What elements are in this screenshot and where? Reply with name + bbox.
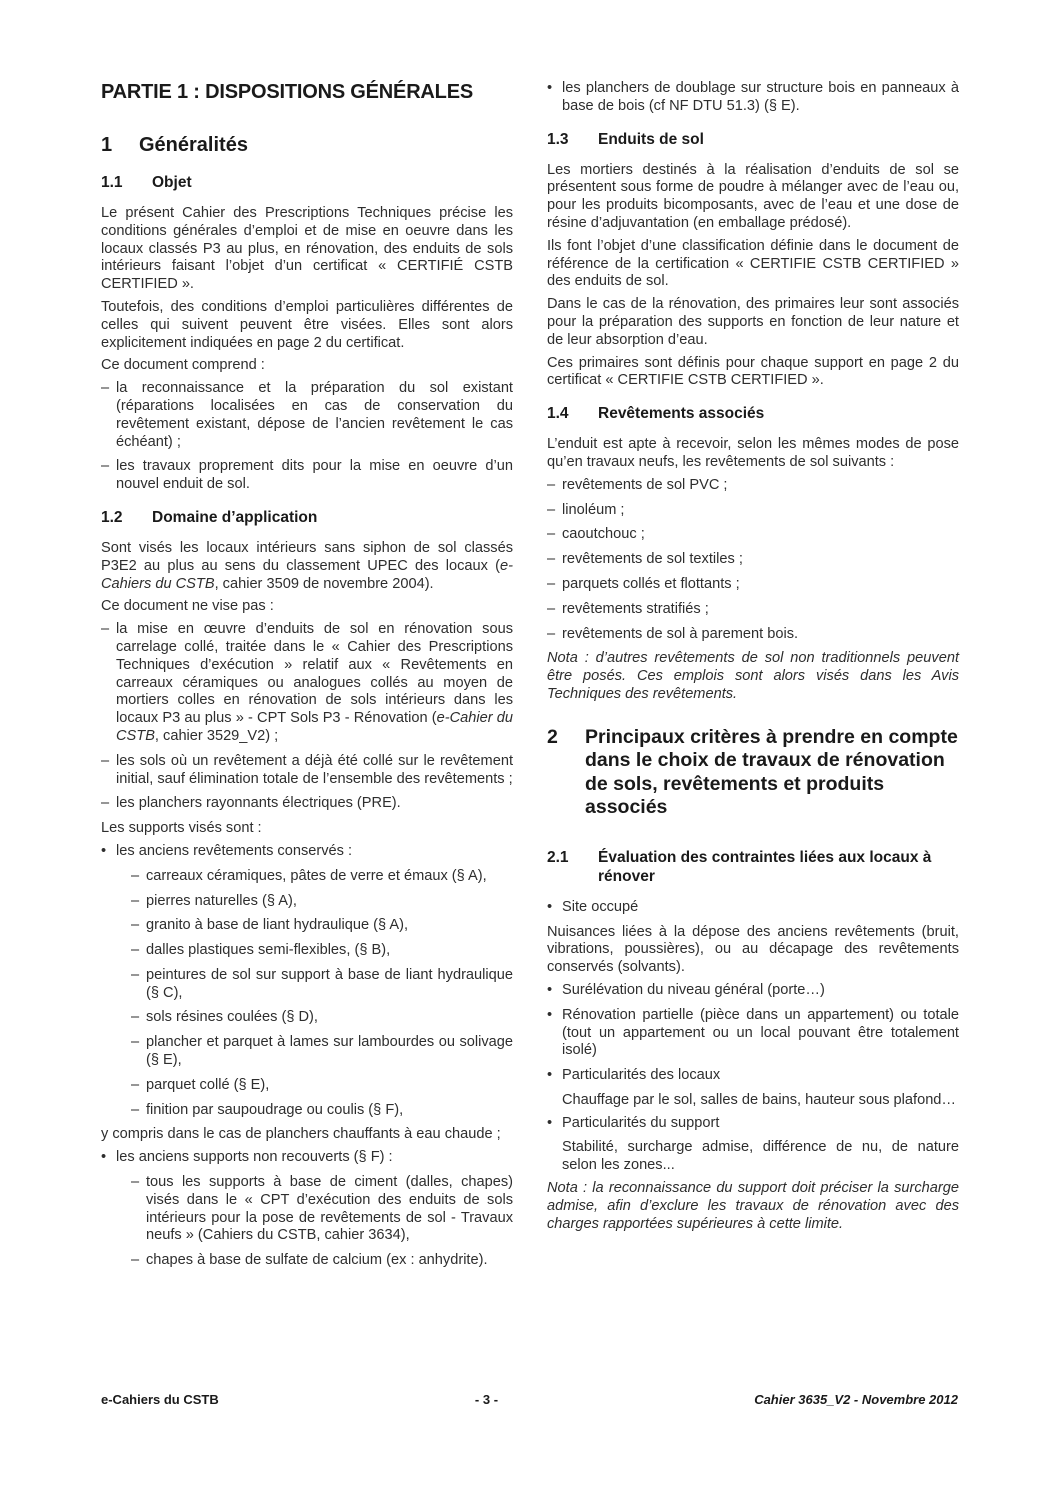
list-item (101, 621, 513, 746)
text-run: tous les supports à base de ciment (dalles, chapes) visés dans le « CPT d’exécution des enduits de sols intérieurs pour la pose de revêtements de sol - Travaux neufs » (Cahiers du CSTB, cahier 3634), (146, 1174, 513, 1244)
dash-icon: – (131, 1009, 140, 1026)
right-column (547, 80, 959, 1238)
dash-icon: – (131, 892, 140, 909)
list-item (547, 1007, 959, 1060)
list-item (547, 626, 959, 644)
paragraph (101, 1126, 513, 1144)
list-item-text (146, 1174, 513, 1245)
list-item (547, 982, 959, 1000)
list-item-text (146, 893, 513, 911)
text-run: Le présent Cahier des Prescriptions Techniques précise les conditions générales d’emploi et de mise en oeuvre dans les locaux classés P3 au plus, en rénovation, des enduits de sols intérieurs faisant l’objet d’un certificat « CERTIFIÉ CSTB CERTIFIED ». (101, 205, 513, 293)
list-item (547, 477, 959, 495)
paragraph (547, 1139, 959, 1175)
bullet-icon: • (547, 898, 553, 915)
footer-issue: Cahier 3635_V2 - Novembre 2012 (754, 1392, 958, 1407)
text-run: les anciens revêtements conservés : (116, 842, 353, 859)
paragraph (547, 296, 959, 349)
list-item-text (146, 1034, 513, 1070)
paragraph (547, 1180, 959, 1233)
list-item (101, 843, 513, 861)
list-item (547, 526, 959, 544)
text-run: chapes à base de sulfate de calcium (ex : anhydrite). (146, 1252, 488, 1269)
list-item (547, 1067, 959, 1085)
dash-icon: – (101, 380, 110, 397)
text-run: Sont visés les locaux intérieurs sans siphon de sol classés P3E2 au plus au sens du classement UPEC des locaux ( (101, 539, 513, 574)
list-item (547, 551, 959, 569)
list-item (101, 1077, 513, 1095)
section-number: 2 (547, 725, 558, 748)
part-title: PARTIE 1 : DISPOSITIONS GÉNÉRALES (101, 81, 473, 103)
dash-icon: – (547, 575, 556, 592)
list-item (101, 795, 513, 813)
list-item-text (562, 526, 959, 544)
text-run: linoléum ; (562, 501, 625, 518)
dash-icon: – (101, 752, 110, 769)
list-item-text (562, 899, 959, 917)
text-run: Particularités du support (562, 1114, 720, 1131)
list-item (101, 1149, 513, 1167)
paragraph (547, 1092, 959, 1110)
list-item (547, 502, 959, 520)
section-title: Principaux critères à prendre en compte dans le choix de travaux de rénovation de sols, revêtements et produits associés (585, 725, 958, 819)
text-run: Rénovation partielle (pièce dans un appartement) ou totale (tout un appartement ou un local pouvant être totalement isolé) (562, 1006, 959, 1059)
paragraph (547, 436, 959, 472)
bullet-icon: • (101, 842, 107, 859)
list-item-text (146, 967, 513, 1003)
text-run: Nota : la reconnaissance du support doit préciser la surcharge admise, afin d’exclure les travaux de rénovation avec des charges rapportées supérieures à cette limite. (547, 1180, 959, 1232)
text-run: peintures de sol sur support à base de liant hydraulique (§ C), (146, 966, 513, 1001)
text-run: Chauffage par le sol, salles de bains, hauteur sous plafond… (562, 1091, 957, 1108)
bullet-icon: • (547, 1067, 553, 1084)
text-run: parquet collé (§ E), (146, 1076, 270, 1093)
section-heading (547, 130, 959, 149)
section-number: 1.1 (101, 174, 123, 191)
list-item (101, 917, 513, 935)
text-run: Ils font l’objet d’une classification définie dans le document de référence de la certification « CERTIFIE CSTB CERTIFIED » des enduits de sol. (547, 237, 959, 290)
text-run: les planchers rayonnants électriques (PRE). (116, 795, 401, 812)
section-heading (101, 508, 513, 527)
dash-icon: – (547, 476, 556, 493)
list-item (101, 1034, 513, 1070)
list-item-text (146, 868, 513, 886)
text-run: la mise en œuvre d’enduits de sol en rénovation sous carrelage collé, traitée dans le « Cahier des Prescriptions Techniques d’exécution » relatif aux « Revêtements en carreaux céramiques ou analogues collés au moyen de mortiers colles en rénovation de sols intérieurs dans les locaux P3 au plus » - CPT Sols P3 - Rénovation ( (116, 621, 513, 727)
text-run: Les mortiers destinés à la réalisation d’enduits de sol se présentent sous forme de poudre à mélanger avec de l’eau ou, pour les produits bicomposants, avec de l’eau et une dose de résine d’adjuvantation (en emballage prédosé). (547, 161, 959, 231)
text-run: Ces primaires sont définis pour chaque support en page 2 du certificat « CERTIFIE CSTB CERTIFIED ». (547, 354, 959, 389)
list-item-text (562, 601, 959, 619)
dash-icon: – (131, 1034, 140, 1051)
paragraph (547, 162, 959, 233)
footer-publication: e-Cahiers du CSTB (101, 1392, 219, 1407)
list-item (101, 942, 513, 960)
dash-icon: – (131, 867, 140, 884)
section-title: Objet (152, 174, 192, 191)
dash-icon: – (131, 917, 140, 934)
left-column (101, 80, 513, 1277)
dash-icon: – (131, 1252, 140, 1269)
paragraph (101, 598, 513, 616)
paragraph (101, 357, 513, 375)
text-run: Surélévation du niveau général (porte…) (562, 981, 825, 998)
list-item-text (562, 1115, 959, 1133)
dash-icon: – (131, 1076, 140, 1093)
paragraph (101, 299, 513, 352)
list-item-text (562, 80, 959, 116)
dash-icon: – (131, 1101, 140, 1118)
text-run: pierres naturelles (§ A), (146, 892, 297, 909)
text-run: Stabilité, surcharge admise, différence de nu, de nature selon les zones... (562, 1139, 959, 1174)
list-item (101, 1252, 513, 1270)
text-run: Les supports visés sont : (101, 820, 262, 837)
list-item-text (146, 1077, 513, 1095)
section-number: 1.3 (547, 130, 569, 148)
text-run: les sols où un revêtement a déjà été collé sur le revêtement initial, sauf élimination totale de l’ensemble des revêtements ; (116, 752, 513, 787)
text-run: e-Cahiers du CSTB (101, 557, 513, 592)
text-run: caoutchouc ; (562, 526, 645, 543)
section-heading (547, 726, 959, 820)
section-title: Généralités (139, 134, 248, 156)
dash-icon: – (547, 501, 556, 518)
dash-icon: – (131, 942, 140, 959)
dash-icon: – (547, 526, 556, 543)
list-item (547, 899, 959, 917)
text-run: la reconnaissance et la préparation du sol existant (réparations localisées en cas de conservation du revêtement existant, dépose de l’ancien revêtement le cas échéant) ; (116, 380, 513, 450)
section-number: 2.1 (547, 848, 569, 866)
bullet-icon: • (547, 1006, 553, 1023)
page-footer (101, 1392, 958, 1407)
list-item-text (116, 795, 513, 813)
list-item-text (562, 576, 959, 594)
text-run: revêtements de sol PVC ; (562, 476, 728, 493)
list-item-text (562, 1007, 959, 1060)
section-number: 1 (101, 134, 113, 156)
text-run: dalles plastiques semi-flexibles, (§ B), (146, 942, 391, 959)
text-run: finition par saupoudrage ou coulis (§ F), (146, 1101, 404, 1118)
paragraph (101, 205, 513, 294)
list-item (101, 893, 513, 911)
text-run: Site occupé (562, 898, 639, 915)
text-run: revêtements stratifiés ; (562, 600, 709, 617)
bullet-icon: • (547, 981, 553, 998)
section-title: Domaine d’application (152, 508, 318, 526)
list-item (101, 868, 513, 886)
list-item-text (146, 917, 513, 935)
list-item-text (116, 458, 513, 494)
section-title: Enduits de sol (598, 130, 704, 148)
list-item-text (146, 1102, 513, 1120)
text-run: les travaux proprement dits pour la mise en oeuvre d’un nouvel enduit de sol. (116, 458, 513, 493)
dash-icon: – (547, 600, 556, 617)
dash-icon: – (547, 625, 556, 642)
list-item-text (562, 502, 959, 520)
text-run: Ce document ne vise pas : (101, 598, 274, 615)
section-heading (547, 404, 959, 423)
text-run: les planchers de doublage sur structure bois en panneaux à base de bois (cf NF DTU 51.3) (§ E). (562, 80, 959, 114)
list-item (547, 1115, 959, 1133)
text-run: revêtements de sol textiles ; (562, 551, 743, 568)
section-heading (101, 133, 513, 157)
list-item-text (562, 982, 959, 1000)
paragraph (547, 924, 959, 977)
list-item (101, 967, 513, 1003)
list-item-text (562, 477, 959, 495)
list-item (101, 458, 513, 494)
section-title: Évaluation des contraintes liées aux locaux à rénover (598, 848, 932, 885)
list-item-text (116, 1149, 513, 1167)
section-title: Revêtements associés (598, 405, 765, 423)
list-item (101, 1009, 513, 1027)
list-item-text (116, 843, 513, 861)
paragraph (101, 540, 513, 593)
dash-icon: – (547, 551, 556, 568)
dash-icon: – (101, 621, 110, 638)
text-run: les anciens supports non recouverts (§ F) : (116, 1149, 393, 1166)
section-heading (101, 173, 513, 192)
dash-icon: – (131, 966, 140, 983)
bullet-icon: • (547, 1114, 553, 1131)
dash-icon: – (131, 1174, 140, 1191)
text-run: Nota : d’autres revêtements de sol non traditionnels peuvent être posés. Ces emplois sont alors visés dans les Avis Techniques des revêtements. (547, 650, 959, 702)
list-item (547, 80, 959, 116)
text-run: L’enduit est apte à recevoir, selon les mêmes modes de pose qu’en travaux neufs, les revêtements de sol suivants : (547, 436, 959, 470)
text-run: plancher et parquet à lames sur lambourdes ou solivage (§ E), (146, 1034, 513, 1069)
paragraph (547, 238, 959, 291)
text-run: Ce document comprend : (101, 357, 265, 374)
text-run: Toutefois, des conditions d’emploi particulières différentes de celles qui suivent peuvent être visées. Elles sont alors explicitement indiquées en page 2 du certificat. (101, 298, 513, 351)
section-number: 1.4 (547, 405, 569, 423)
list-item-text (116, 621, 513, 746)
dash-icon: – (101, 458, 110, 475)
list-item (101, 753, 513, 789)
list-item-text (146, 942, 513, 960)
list-item (101, 1102, 513, 1120)
list-item-text (116, 753, 513, 789)
text-run: granito à base de liant hydraulique (§ A), (146, 917, 409, 934)
text-run: , cahier 3529_V2) ; (154, 727, 279, 744)
section-heading (547, 848, 959, 886)
list-item-text (562, 1067, 959, 1085)
list-item-text (562, 626, 959, 644)
text-run: parquets collés et flottants ; (562, 575, 740, 592)
text-run: carreaux céramiques, pâtes de verre et émaux (§ A), (146, 867, 487, 884)
list-item-text (146, 1252, 513, 1270)
footer-page-number: - 3 - (474, 1392, 499, 1407)
text-run: , cahier 3509 de novembre 2004). (214, 575, 434, 592)
list-item (547, 576, 959, 594)
dash-icon: – (101, 795, 110, 812)
bullet-icon: • (547, 80, 553, 96)
list-item (547, 601, 959, 619)
list-item (101, 380, 513, 451)
text-run: revêtements de sol à parement bois. (562, 625, 799, 642)
list-item-text (562, 551, 959, 569)
paragraph (101, 820, 513, 838)
list-item (101, 1174, 513, 1245)
section-number: 1.2 (101, 508, 123, 526)
paragraph (547, 650, 959, 703)
text-run: Nuisances liées à la dépose des anciens revêtements (bruit, vibrations, poussières), ou au décapage des revêtements conservés (solvants). (547, 923, 959, 976)
text-run: e-Cahier du CSTB (116, 710, 513, 744)
list-item-text (116, 380, 513, 451)
text-run: y compris dans le cas de planchers chauffants à eau chaude ; (101, 1126, 501, 1143)
text-run: sols résines coulées (§ D), (146, 1009, 318, 1026)
text-run: Dans le cas de la rénovation, des primaires leur sont associés pour la préparation des supports en fonction de leur nature et de leur absorption d’eau. (547, 296, 959, 348)
bullet-icon: • (101, 1149, 107, 1166)
paragraph (547, 355, 959, 391)
text-run: Particularités des locaux (562, 1067, 721, 1084)
list-item-text (146, 1009, 513, 1027)
